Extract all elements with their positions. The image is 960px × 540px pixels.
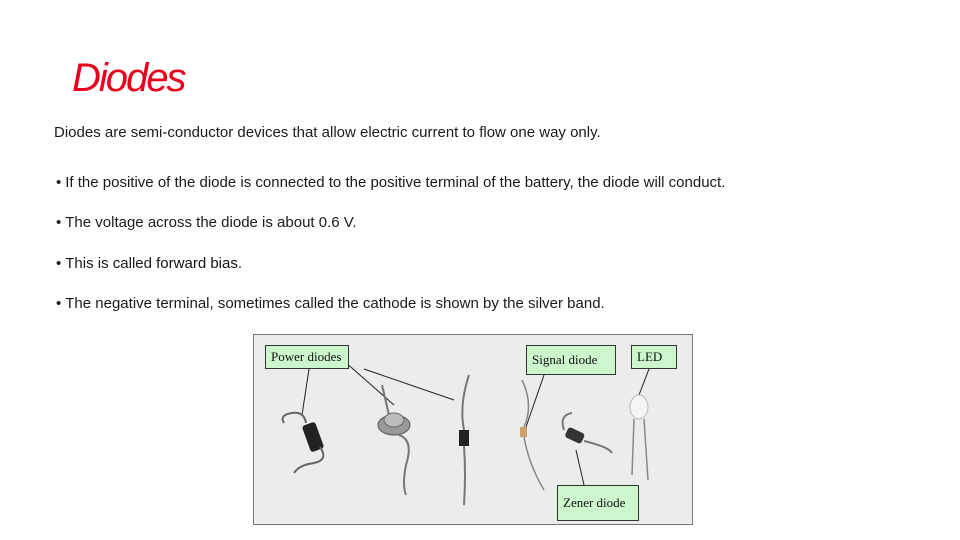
bullet-text-suffix: .	[237, 255, 243, 272]
bullet-cathode	[56, 295, 605, 312]
pointer-power-3	[364, 369, 454, 400]
bullet-dot: •	[56, 295, 62, 312]
bullet-dot: •	[56, 174, 62, 191]
bullet-voltage	[56, 214, 357, 231]
pointer-lines	[302, 361, 649, 485]
label-signal-diode: Signal diode	[526, 345, 616, 375]
pointer-power-1	[302, 369, 309, 415]
bullet-text: The voltage across the diode is about 0.6 V.	[65, 214, 357, 231]
bullet-text: If the positive of the diode is connected to the positive terminal of the battery, the diode will conduct.	[65, 174, 726, 191]
label-led: LED	[631, 345, 677, 369]
bullet-dot: •	[56, 255, 62, 272]
bullet-text: The negative terminal, sometimes called the cathode is shown by the silver band.	[65, 295, 605, 312]
power-diode-2	[378, 385, 410, 495]
bullet-text-prefix: This is called	[65, 255, 157, 272]
pointer-zener	[576, 450, 584, 485]
slide-title: Diodes	[72, 56, 185, 100]
pointer-led	[639, 369, 649, 395]
power-diode-1	[283, 413, 325, 473]
zener-diode	[563, 413, 612, 453]
signal-diode	[520, 380, 544, 490]
bullet-dot: •	[56, 214, 62, 231]
intro-text	[54, 124, 601, 141]
power-diode-3	[459, 375, 469, 505]
bullet-conduct	[56, 174, 725, 191]
bullet-forward-bias	[56, 255, 242, 272]
intro-term: Diodes	[54, 124, 101, 141]
intro-body: are semi-conductor devices that allow electric current to flow one way only.	[100, 124, 601, 141]
led-component	[630, 395, 648, 480]
label-zener-diode: Zener diode	[557, 485, 639, 521]
label-power-diodes: Power diodes	[265, 345, 349, 369]
forward-bias-term: forward bias	[156, 255, 238, 272]
pointer-power-2	[344, 361, 394, 405]
diodes-photo	[253, 334, 693, 525]
